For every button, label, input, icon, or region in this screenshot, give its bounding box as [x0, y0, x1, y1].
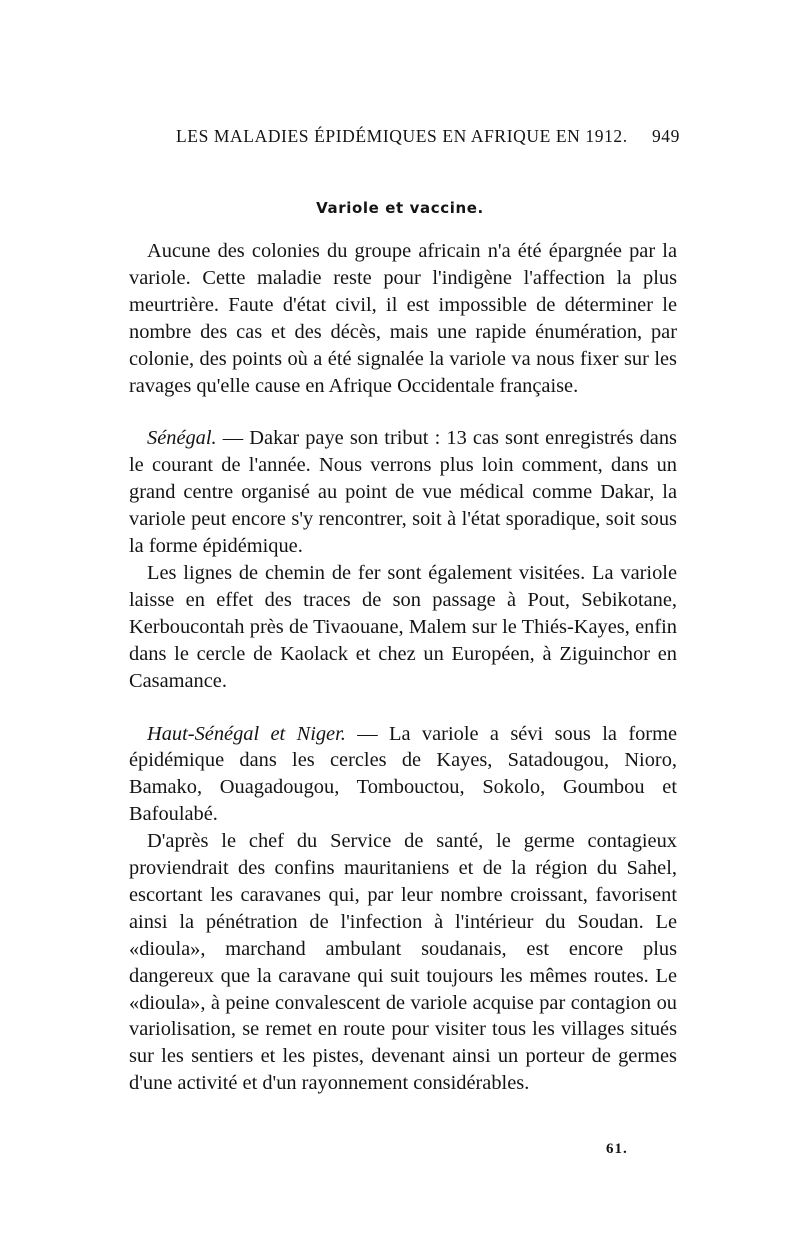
- paragraph-lead-senegal: Sénégal.: [147, 427, 217, 450]
- paragraph-dioula: [129, 828, 677, 1097]
- paragraph-text: — La variole a sévi sous la forme épidémique dans les cercles de Kayes, Satadougou, Nioro, Bamako, Ouagadougou, Tombouctou, Sokolo, Goumbou et Bafoulabé.: [129, 722, 678, 826]
- paragraph-lead-haut-senegal: Haut-Sénégal et Niger.: [147, 722, 346, 745]
- paragraph-text: Aucune des colonies du groupe africain n'a été épargnée par la variole. Cette maladie reste pour l'indigène l'affection la plus meurtrière. Faute d'état civil, il est impossible de déterminer le nombre des cas et des décès, mais une rapide énumération, par colonie, des points où a été signalée la variole va nous fixer sur les ravages qu'elle cause en Afrique Occidentale française.: [129, 240, 677, 397]
- section-title: Variole et vaccine.: [316, 199, 484, 217]
- paragraph-intro: [129, 238, 677, 399]
- signature-mark: 61.: [606, 1141, 628, 1157]
- running-header: [176, 126, 680, 150]
- body-text: [129, 238, 677, 1097]
- paragraph-text: Les lignes de chemin de fer sont également visitées. La variole laisse en effet des traces de son passage à Pout, Sebikotane, Kerboucontah près de Tivaouane, Malem sur le Thiés-Kayes, enfin dans le cercle de Kaolack et chez un Européen, à Ziguinchor en Casamance.: [129, 561, 677, 692]
- page-number: 949: [651, 126, 680, 146]
- paragraph-haut-senegal: [129, 721, 677, 829]
- paragraph-senegal: [129, 425, 677, 560]
- running-title: LES MALADIES ÉPIDÉMIQUES EN AFRIQUE EN 1912.: [176, 126, 628, 146]
- paragraph-text: — Dakar paye son tribut : 13 cas sont enregistrés dans le courant de l'année. Nous verrons plus loin comment, dans un grand centre organisé au point de vue médical comme Dakar, la variole peut encore s'y rencontrer, soit à l'état sporadique, soit sous la forme épidémique.: [129, 427, 677, 558]
- paragraph-railways: [129, 560, 677, 695]
- paragraph-text: D'après le chef du Service de santé, le germe contagieux proviendrait des confins mauritaniens et de la région du Sahel, escortant les caravanes qui, par leur nombre croissant, favorisent ainsi la pénétration de l'infection à l'intérieur du Soudan. Le «dioula», marchand ambulant soudanais, est encore plus dangereux que la caravane qui suit toujours les mêmes routes. Le «dioula», à peine convalescent de variole acquise par contagion ou variolisation, se remet en route pour visiter tous les villages situés sur les sentiers et les pistes, devenant ainsi un porteur de germes d'une activité et d'un rayonnement considérables.: [129, 830, 677, 1095]
